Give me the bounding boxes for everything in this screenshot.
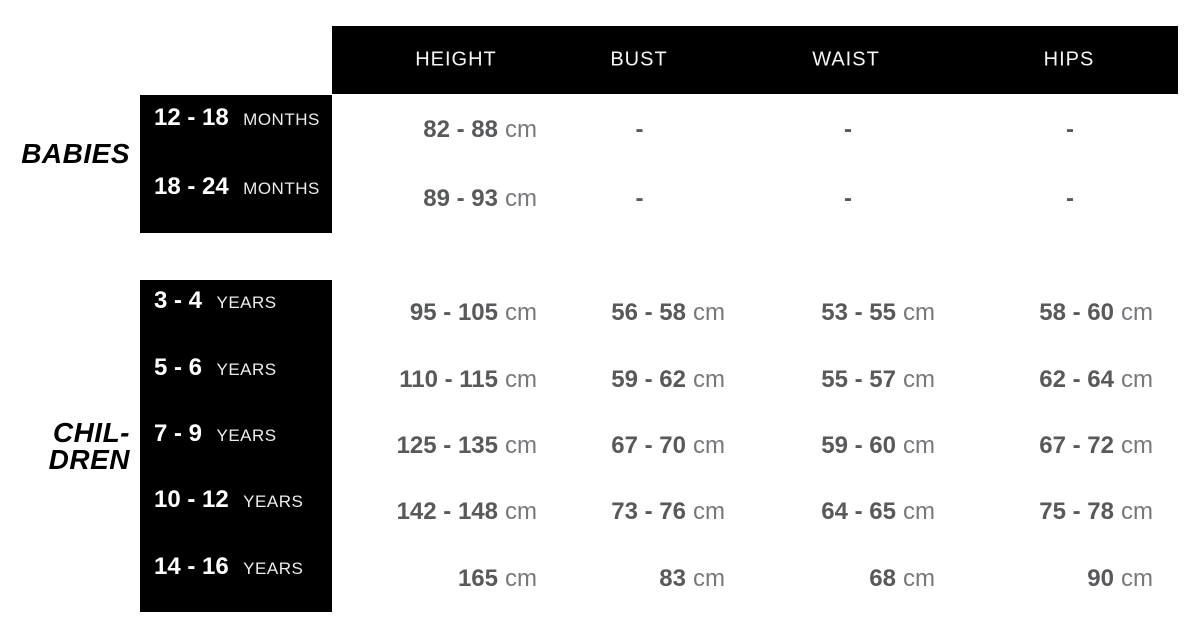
value-cell-height: 142 - 148 cm [396,498,537,526]
table-row [0,95,1200,164]
value-cell-hips: 58 - 60 cm [1039,299,1153,327]
value-cell-height: 125 - 135 cm [396,432,537,460]
age-range: 3 - 4 [154,287,203,315]
age-cell [140,173,332,201]
table-row [0,413,1200,479]
age-unit: MONTHS [243,109,320,129]
value-cell-hips: 62 - 64 cm [1039,365,1153,393]
value-cell-waist: 68 cm [869,564,935,592]
table-header-bar [332,26,1178,94]
age-range: 10 - 12 [154,486,229,514]
table-row [0,546,1200,612]
table-row [0,280,1200,346]
age-cell [140,287,332,315]
children-rows [0,280,1200,612]
group-babies [0,95,1200,233]
group-children [0,280,1200,612]
age-cell [140,553,332,581]
table-row [0,479,1200,545]
age-cell [140,104,332,132]
value-cell-height: 110 - 115 cm [399,365,537,393]
table-row [0,346,1200,412]
value-cell-waist: 59 - 60 cm [821,432,935,460]
age-unit: YEARS [216,426,277,446]
age-unit: YEARS [243,492,304,512]
column-header-waist: WAIST [812,48,880,71]
age-range: 7 - 9 [154,420,203,448]
value-cell-bust: 67 - 70 cm [611,432,725,460]
age-range: 14 - 16 [154,552,229,580]
age-unit: MONTHS [243,178,320,198]
column-header-hips: HIPS [1043,48,1095,71]
value-cell-bust: 59 - 62 cm [611,365,725,393]
age-range: 12 - 18 [154,103,229,131]
value-cell-height: 95 - 105 cm [409,299,537,327]
value-cell-hips: 67 - 72 cm [1039,432,1153,460]
value-cell-waist: - [844,115,852,143]
value-cell-waist: 53 - 55 cm [821,299,935,327]
value-cell-bust: 56 - 58 cm [611,299,725,327]
value-cell-hips: - [1066,184,1074,212]
age-cell [140,486,332,514]
age-range: 18 - 24 [154,172,229,200]
table-row [0,164,1200,233]
value-cell-waist: - [844,184,852,212]
value-cell-hips: - [1066,115,1074,143]
age-range: 5 - 6 [154,353,203,381]
value-cell-hips: 75 - 78 cm [1039,498,1153,526]
value-cell-height: 82 - 88 cm [423,115,537,143]
value-cell-waist: 55 - 57 cm [821,365,935,393]
age-unit: YEARS [243,558,304,578]
value-cell-height: 165 cm [457,564,537,592]
value-cell-bust: - [635,184,644,212]
value-cell-bust: - [635,115,644,143]
age-unit: YEARS [216,359,277,379]
age-cell [140,354,332,382]
value-cell-hips: 90 cm [1087,564,1153,592]
value-cell-bust: 73 - 76 cm [611,498,725,526]
value-cell-bust: 83 cm [659,564,725,592]
value-cell-height: 89 - 93 cm [423,184,537,212]
value-cell-waist: 64 - 65 cm [821,498,935,526]
column-header-height: HEIGHT [415,48,497,71]
age-unit: YEARS [216,293,277,313]
group-label-text: CHIL- DREN [48,417,130,475]
column-header-bust: BUST [610,48,668,71]
babies-rows [0,95,1200,233]
group-label-text: BABIES [21,137,130,169]
age-cell [140,420,332,448]
